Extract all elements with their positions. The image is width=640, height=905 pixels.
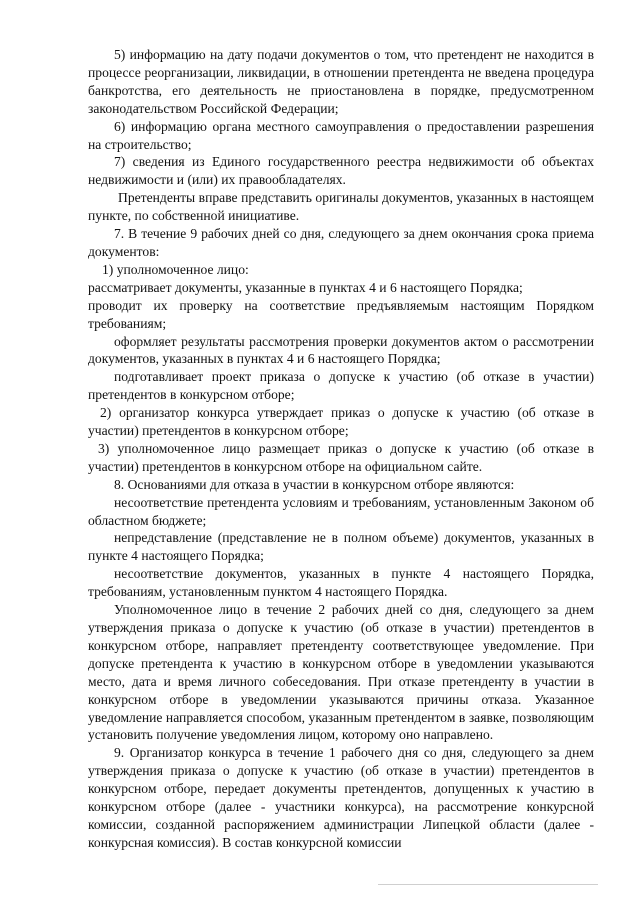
paragraph-formalizes-act: оформляет результаты рассмотрения проверки документов актом о рассмотрении документов, указанных в пунктах 4 и 6 настоящего Порядка;: [88, 333, 594, 367]
paragraph-item-5: 5) информацию на дату подачи документов о том, что претендент не находится в процессе реорганизации, ликвидации, в отношении претендента не введена процедура банкротства, его деятельность не приостановлена в порядке, предусмотренном законодательством Российской Федерации;: [88, 47, 594, 116]
paragraph-subclause-2: 2) организатор конкурса утверждает приказ о допуске к участию (об отказе в участии) претендентов в конкурсном отборе;: [88, 405, 594, 439]
paragraph-checks-compliance: проводит их проверку на соответствие предъявляемым настоящим Порядком требованиям;: [88, 297, 594, 331]
paragraph-originals-note: Претенденты вправе представить оригиналы документов, указанных в настоящем пункте, по собственной инициативе.: [88, 190, 594, 224]
paragraph-refusal-reason-1: несоответствие претендента условиям и требованиям, установленным Законом об областном бюджете;: [88, 494, 594, 528]
paragraph-prepares-order: подготавливает проект приказа о допуске к участию (об отказе в участии) претендентов в конкурсном отборе;: [88, 369, 594, 403]
paragraph-clause-9: 9. Организатор конкурса в течение 1 рабочего дня со дня, следующего за днем утверждения приказа о допуске к участию (об отказе в участии) претендентов в конкурсном отборе, передает документы претендентов, допущенных к участию в конкурсном отборе (далее - участники конкурса), на рассмотрение конкурсной комиссии, созданной распоряжением администрации Липецкой области (далее - конкурсная комиссия). В состав конкурсной комиссии: [88, 745, 594, 850]
paragraph-item-7: 7) сведения из Единого государственного реестра недвижимости об объектах недвижимости и (или) их правообладателях.: [88, 154, 594, 188]
paragraph-refusal-reason-2: непредставление (представление не в полном объеме) документов, указанных в пункте 4 настоящего Порядка;: [88, 530, 594, 564]
paragraph-clause-8: 8. Основаниями для отказа в участии в конкурсном отборе являются:: [114, 476, 515, 492]
paragraph-subclause-1: 1) уполномоченное лицо:: [102, 261, 249, 277]
paragraph-notification: Уполномоченное лицо в течение 2 рабочих дней со дня, следующего за днем утверждения приказа о допуске к участию (об отказе в участии) претендентов в конкурсном отборе, направляет претенденту соответствующее уведомление. При допуске претендента к участию в конкурсном отборе в уведомлении указываются место, дата и время личного собеседования. При отказе претенденту в участии в конкурсном отборе в уведомлении указываются причины отказа. Указанное уведомление направляется способом, указанным претендентом в заявке, позволяющим установить получение уведомления лицом, которому оно направлено.: [88, 602, 594, 743]
document-body: [88, 46, 594, 852]
paragraph-item-6: 6) информацию органа местного самоуправления о предоставлении разрешения на строительство;: [88, 118, 594, 152]
paragraph-subclause-3: 3) уполномоченное лицо размещает приказ о допуске к участию (об отказе в участии) претендентов в конкурсном отборе на официальном сайте.: [88, 440, 594, 474]
paragraph-reviews-documents: рассматривает документы, указанные в пунктах 4 и 6 настоящего Порядка;: [88, 279, 523, 295]
paragraph-refusal-reason-3: несоответствие документов, указанных в пункте 4 настоящего Порядка, требованиям, установленным пунктом 4 настоящего Порядка.: [88, 566, 594, 600]
footer-divider: [378, 884, 598, 885]
paragraph-clause-7: 7. В течение 9 рабочих дней со дня, следующего за днем окончания срока приема документов:: [88, 226, 594, 259]
